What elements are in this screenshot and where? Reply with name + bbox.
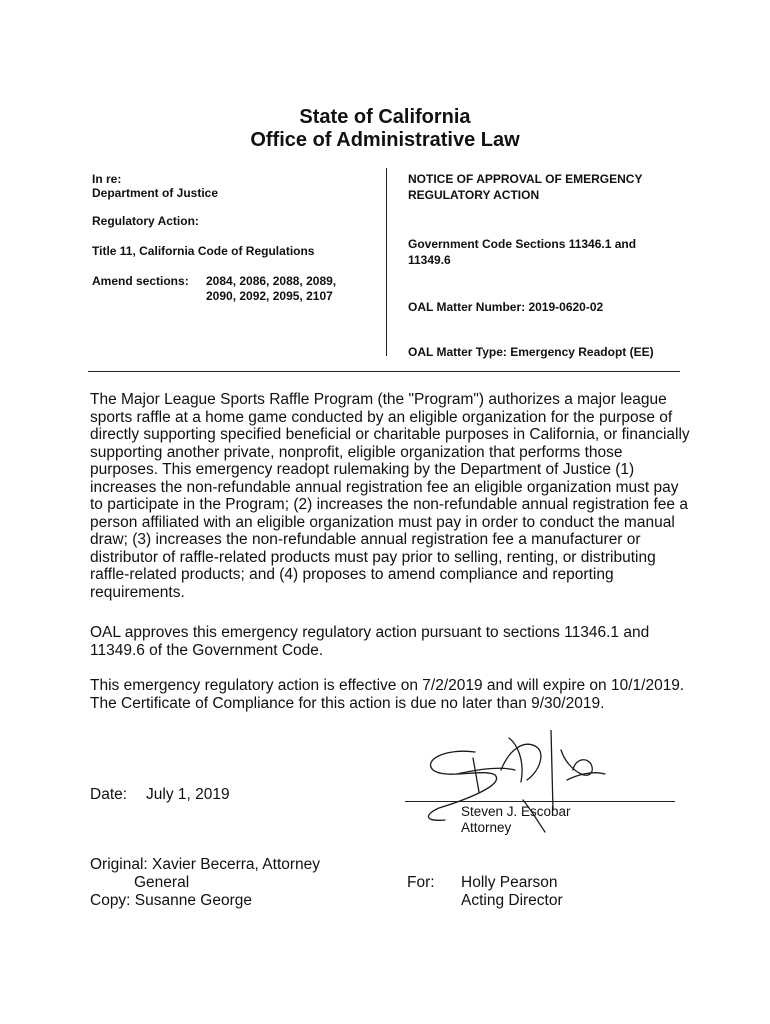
handwritten-signature <box>405 730 625 840</box>
in-re-label: In re: <box>92 172 122 186</box>
paragraph-line: increases the non-refundable annual registration fee an eligible organization must pay <box>90 478 679 496</box>
paragraph-line: OAL approves this emergency regulatory action pursuant to sections 11346.1 and <box>90 624 650 641</box>
for-title: Acting Director <box>461 892 563 909</box>
amend-sections-line-1: 2084, 2086, 2088, 2089, <box>206 274 337 288</box>
oal-matter-type: OAL Matter Type: Emergency Readopt (EE) <box>408 345 654 359</box>
vertical-divider <box>386 168 387 356</box>
paragraph-line: The Certificate of Compliance for this action is due no later than 9/30/2019. <box>90 694 605 712</box>
paragraph-line: 11349.6 of the Government Code. <box>90 641 324 659</box>
paragraph-line: supporting another private, nonprofit, eligible organization that performs those <box>90 443 623 461</box>
paragraph-line: to participate in the Program; (2) increases the non-refundable annual registration fee a <box>90 496 688 513</box>
paragraph-line: This emergency regulatory action is effective on 7/2/2019 and will expire on 10/1/2019. <box>90 677 685 694</box>
signer-name: Steven J. Escobar <box>461 804 571 819</box>
oal-matter-number: OAL Matter Number: 2019-0620-02 <box>408 300 604 314</box>
original-recipient-line-1: Original: Xavier Becerra, Attorney <box>90 856 321 873</box>
for-label: For: <box>407 874 435 891</box>
signer-title: Attorney <box>461 820 512 835</box>
paragraph-line: directly supporting specified beneficial or charitable purposes in California, or financially <box>90 426 690 443</box>
amend-sections-line-2: 2090, 2092, 2095, 2107 <box>206 289 333 303</box>
horizontal-rule <box>88 371 680 372</box>
paragraph-line: distributor of raffle-related products must pay prior to selling, renting, or distributing <box>90 548 656 566</box>
title-line-2: Office of Administrative Law <box>250 129 520 151</box>
paragraph-line: requirements. <box>90 583 185 601</box>
notice-line-1: NOTICE OF APPROVAL OF EMERGENCY <box>408 172 643 186</box>
notice-line-2: REGULATORY ACTION <box>408 188 540 202</box>
paragraph-line: draw; (3) increases the non-refundable annual registration fee a manufacturer or <box>90 531 641 548</box>
paragraph-line: The Major League Sports Raffle Program (the "Program") authorizes a major league <box>90 391 667 408</box>
date-label: Date: <box>90 786 128 803</box>
title-line-1: State of California <box>299 106 471 128</box>
signature-line <box>405 801 675 802</box>
paragraph-line: raffle-related products; and (4) proposes to amend compliance and reporting <box>90 566 614 583</box>
paragraph-program-description <box>90 391 690 601</box>
paragraph-approval <box>90 624 690 659</box>
date-value: July 1, 2019 <box>146 786 230 803</box>
original-recipient-line-2: General <box>134 874 190 891</box>
paragraph-line: person affiliated with an eligible organization must pay in order to conduct the manual <box>90 513 675 531</box>
paragraph-line: sports raffle at a home game conducted by an eligible organization for the purpose of <box>90 408 673 426</box>
title-of-regulations: Title 11, California Code of Regulations <box>92 244 315 258</box>
gov-code-line-2: 11349.6 <box>408 253 451 267</box>
paragraph-effective-dates <box>90 677 690 712</box>
department: Department of Justice <box>92 186 219 200</box>
paragraph-line: purposes. This emergency readopt rulemaking by the Department of Justice (1) <box>90 461 635 478</box>
for-name: Holly Pearson <box>461 874 558 891</box>
gov-code-line-1: Government Code Sections 11346.1 and <box>408 237 637 251</box>
copy-recipient: Copy: Susanne George <box>90 892 252 909</box>
regulatory-action-label: Regulatory Action: <box>92 214 199 228</box>
amend-sections-label: Amend sections: <box>92 274 189 288</box>
